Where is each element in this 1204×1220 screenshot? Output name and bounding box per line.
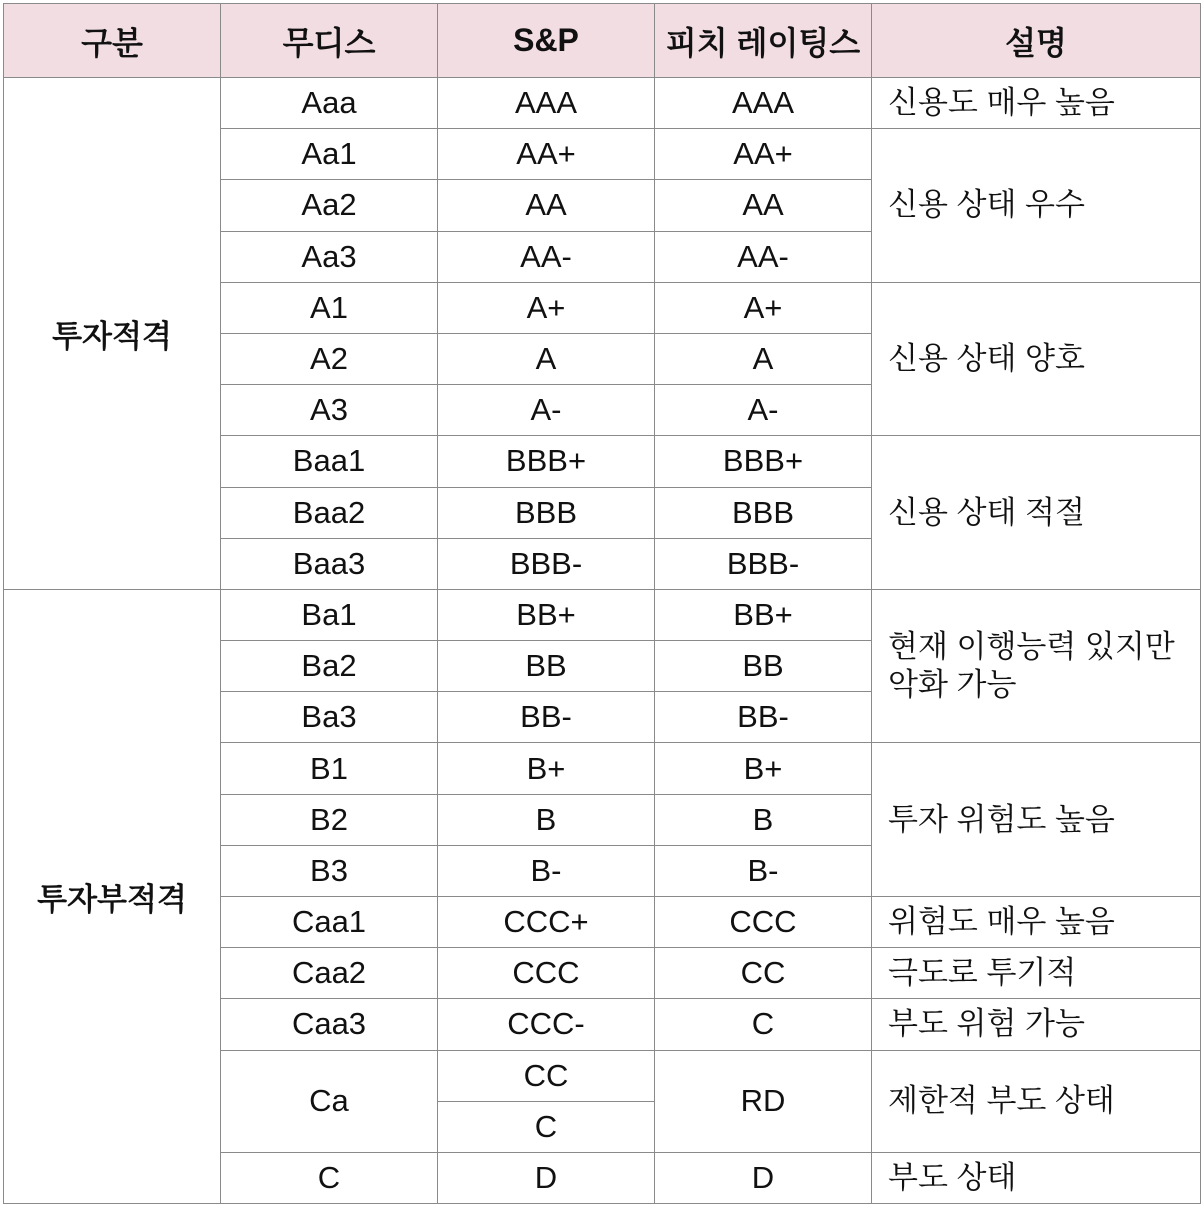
sp-cell: CCC+ [438,897,655,948]
sp-cell: AA [438,180,655,231]
sp-cell: AA+ [438,129,655,180]
sp-cell: B [438,794,655,845]
fitch-cell: D [655,1152,872,1203]
fitch-cell: A [655,333,872,384]
description-cell: 제한적 부도 상태 [872,1050,1201,1152]
fitch-cell: BBB [655,487,872,538]
moodys-cell: B2 [221,794,438,845]
description-cell: 신용도 매우 높음 [872,78,1201,129]
moodys-cell: Aaa [221,78,438,129]
fitch-cell: CC [655,948,872,999]
description-cell: 극도로 투기적 [872,948,1201,999]
sp-cell: BB- [438,692,655,743]
fitch-cell: BBB+ [655,436,872,487]
credit-rating-table [3,3,1201,1204]
sp-cell: B- [438,845,655,896]
sp-cell: A [438,333,655,384]
fitch-cell: BBB- [655,538,872,589]
fitch-cell: AA- [655,231,872,282]
sp-cell: AA- [438,231,655,282]
description-cell: 투자 위험도 높음 [872,743,1201,897]
header-category: 구분 [4,4,221,78]
moodys-cell: Ca [221,1050,438,1152]
header-fitch: 피치 레이팅스 [655,4,872,78]
description-cell: 부도 상태 [872,1152,1201,1203]
fitch-cell: B [655,794,872,845]
sp-cell: CCC- [438,999,655,1050]
fitch-cell: A- [655,385,872,436]
sp-cell: BBB+ [438,436,655,487]
group-investment-grade: 투자적격 [4,78,221,590]
sp-cell: AAA [438,78,655,129]
fitch-cell: BB- [655,692,872,743]
fitch-cell: BB [655,641,872,692]
moodys-cell: Baa2 [221,487,438,538]
description-cell: 신용 상태 양호 [872,282,1201,436]
fitch-cell: AAA [655,78,872,129]
fitch-cell: C [655,999,872,1050]
sp-cell: BB [438,641,655,692]
description-cell: 현재 이행능력 있지만 악화 가능 [872,589,1201,743]
fitch-cell: AA [655,180,872,231]
sp-cell: CC [438,1050,655,1101]
fitch-cell: A+ [655,282,872,333]
table-row [4,78,1201,129]
sp-cell: A+ [438,282,655,333]
moodys-cell: B3 [221,845,438,896]
sp-cell: BB+ [438,589,655,640]
table-row [4,589,1201,640]
moodys-cell: Caa1 [221,897,438,948]
header-description: 설명 [872,4,1201,78]
moodys-cell: Aa2 [221,180,438,231]
description-cell: 위험도 매우 높음 [872,897,1201,948]
moodys-cell: Aa3 [221,231,438,282]
sp-cell: C [438,1101,655,1152]
group-speculative-grade: 투자부적격 [4,589,221,1203]
moodys-cell: A2 [221,333,438,384]
moodys-cell: Caa3 [221,999,438,1050]
description-cell: 신용 상태 우수 [872,129,1201,283]
moodys-cell: Ba2 [221,641,438,692]
header-row [4,4,1201,78]
sp-cell: D [438,1152,655,1203]
fitch-cell: CCC [655,897,872,948]
sp-cell: BBB- [438,538,655,589]
moodys-cell: Caa2 [221,948,438,999]
moodys-cell: A3 [221,385,438,436]
fitch-cell: B- [655,845,872,896]
fitch-cell: AA+ [655,129,872,180]
moodys-cell: C [221,1152,438,1203]
description-cell: 신용 상태 적절 [872,436,1201,590]
fitch-cell: B+ [655,743,872,794]
sp-cell: A- [438,385,655,436]
sp-cell: CCC [438,948,655,999]
moodys-cell: Baa1 [221,436,438,487]
header-moodys: 무디스 [221,4,438,78]
header-sp: S&P [438,4,655,78]
fitch-cell: BB+ [655,589,872,640]
sp-cell: B+ [438,743,655,794]
moodys-cell: Aa1 [221,129,438,180]
moodys-cell: Ba1 [221,589,438,640]
moodys-cell: B1 [221,743,438,794]
description-cell: 부도 위험 가능 [872,999,1201,1050]
fitch-cell: RD [655,1050,872,1152]
moodys-cell: Baa3 [221,538,438,589]
sp-cell: BBB [438,487,655,538]
moodys-cell: A1 [221,282,438,333]
moodys-cell: Ba3 [221,692,438,743]
